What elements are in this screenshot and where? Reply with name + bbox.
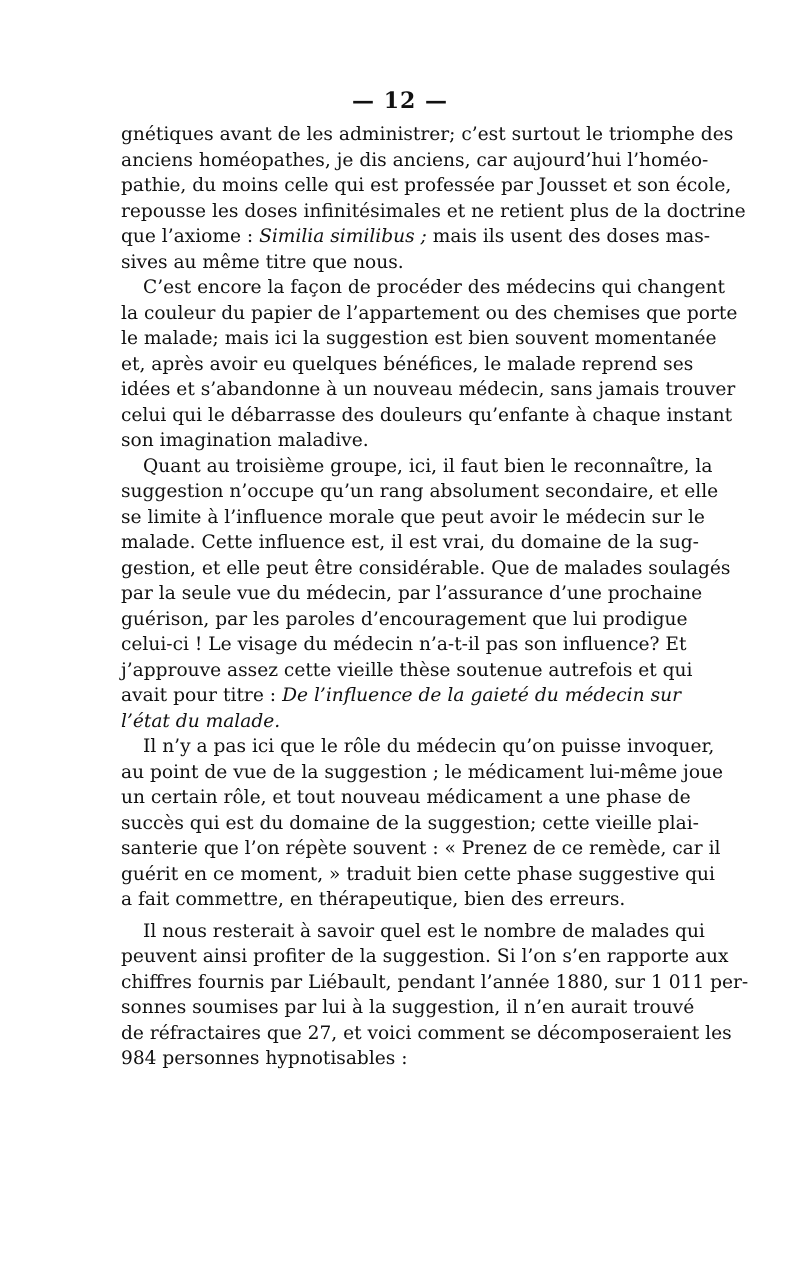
italic-text: Similia similibus ; <box>259 226 427 247</box>
text-line <box>121 377 736 403</box>
text-run: au point de vue de la suggestion ; le médicament lui-même joue <box>121 761 723 783</box>
text-run: pathie, du moins celle qui est professée par Jousset et son école, <box>121 175 732 196</box>
text-run: guérison, par les paroles d’encouragement que lui prodigue <box>121 608 688 630</box>
text-run: chiffres fournis par Liébault, pendant l’année 1880, sur 1 011 per- <box>121 971 749 993</box>
text-line <box>121 607 688 633</box>
text-line <box>121 505 705 531</box>
text-line <box>121 556 731 582</box>
text-run: celui-ci ! Le visage du médecin n’a-t-il pas son influence? Et <box>121 634 687 655</box>
italic-text: De l’influence de la gaieté du médecin sur <box>282 685 681 706</box>
text-line <box>121 199 746 225</box>
text-run: 984 personnes hypnotisables : <box>121 1048 408 1069</box>
text-line <box>121 301 738 327</box>
text-line <box>121 428 681 454</box>
text-run: un certain rôle, et tout nouveau médicament a une phase de <box>121 787 691 808</box>
text-line <box>121 995 695 1021</box>
text-run: repousse les doses infinitésimales et ne retient plus de la doctrine <box>121 200 746 222</box>
text-line <box>121 970 749 996</box>
text-line <box>121 919 705 945</box>
text-line <box>121 173 732 199</box>
text-line <box>121 658 693 684</box>
text-run: de réfractaires que 27, et voici comment se décomposeraient les <box>121 1022 732 1044</box>
body-text <box>121 122 749 1072</box>
text-line <box>121 683 681 709</box>
text-run: mais ils usent des doses mas- <box>426 226 711 247</box>
text-run: j’approuve assez cette vieille thèse soutenue autrefois et qui <box>121 659 693 681</box>
text-run: succès qui est du domaine de la suggestion; cette vieille plai- <box>121 812 699 834</box>
text-line <box>121 1021 732 1047</box>
text-run: suggestion n’occupe qu’un rang absolument secondaire, et elle <box>121 481 719 502</box>
text-run: gestion, et elle peut être considérable. Que de malades soulagés <box>121 557 731 579</box>
text-line <box>121 785 691 811</box>
text-run: C’est encore la façon de procéder des médecins qui changent <box>143 277 726 298</box>
text-run: le malade; mais ici la suggestion est bien souvent momentanée <box>121 328 717 349</box>
text-line <box>121 632 687 658</box>
text-line <box>121 326 717 352</box>
text-line <box>121 1046 681 1072</box>
text-run: gnétiques avant de les administrer; c’est surtout le triomphe des <box>121 124 734 145</box>
text-line <box>121 887 681 913</box>
text-line <box>121 454 713 480</box>
text-line <box>121 224 711 250</box>
text-line <box>121 479 719 505</box>
text-run: celui qui le débarrasse des douleurs qu’enfante à chaque instant <box>121 404 733 426</box>
text-line <box>121 811 699 837</box>
text-run: sives au même titre que nous. <box>121 251 404 273</box>
text-run: par la seule vue du médecin, par l’assurance d’une prochaine <box>121 583 703 604</box>
text-run: la couleur du papier de l’appartement ou des chemises que porte <box>121 302 738 324</box>
text-line <box>121 734 715 760</box>
text-line <box>121 403 733 429</box>
text-run: anciens homéopathes, je dis anciens, car aujourd’hui l’homéo- <box>121 149 709 171</box>
text-line <box>121 944 729 970</box>
text-run: sonnes soumises par lui à la suggestion, il n’en aurait trouvé <box>121 997 695 1018</box>
text-run: Il nous resterait à savoir quel est le nombre de malades qui <box>143 920 705 942</box>
text-line <box>121 122 734 148</box>
text-line <box>121 836 721 862</box>
text-run: idées et s’abandonne à un nouveau médecin, sans jamais trouver <box>121 379 736 400</box>
text-line <box>121 862 715 888</box>
page-number: — 12 — <box>352 88 448 114</box>
text-run: peuvent ainsi profiter de la suggestion. Si l’on s’en rapporte aux <box>121 946 729 967</box>
text-line <box>121 760 723 786</box>
text-run: Quant au troisième groupe, ici, il faut bien le reconnaître, la <box>143 455 713 477</box>
text-run: Il n’y a pas ici que le rôle du médecin qu’on puisse invoquer, <box>143 736 715 757</box>
text-run: que l’axiome : <box>121 226 260 247</box>
text-run: santerie que l’on répète souvent : « Prenez de ce remède, car il <box>121 838 721 859</box>
text-line <box>121 250 681 276</box>
text-run: son imagination maladive. <box>121 430 369 451</box>
text-line <box>121 581 703 607</box>
text-line <box>121 530 699 556</box>
text-line <box>121 709 681 735</box>
text-run: et, après avoir eu quelques bénéfices, le malade reprend ses <box>121 353 694 375</box>
text-line <box>121 352 694 378</box>
italic-text: l’état du malade. <box>121 710 281 732</box>
text-run: avait pour titre : <box>121 685 283 706</box>
text-run: guérit en ce moment, » traduit bien cette phase suggestive qui <box>121 863 715 885</box>
text-run: se limite à l’influence morale que peut avoir le médecin sur le <box>121 506 705 528</box>
text-line <box>121 148 709 174</box>
text-run: malade. Cette influence est, il est vrai, du domaine de la sug- <box>121 532 699 553</box>
text-line <box>121 275 726 301</box>
text-run: a fait commettre, en thérapeutique, bien des erreurs. <box>121 889 626 910</box>
